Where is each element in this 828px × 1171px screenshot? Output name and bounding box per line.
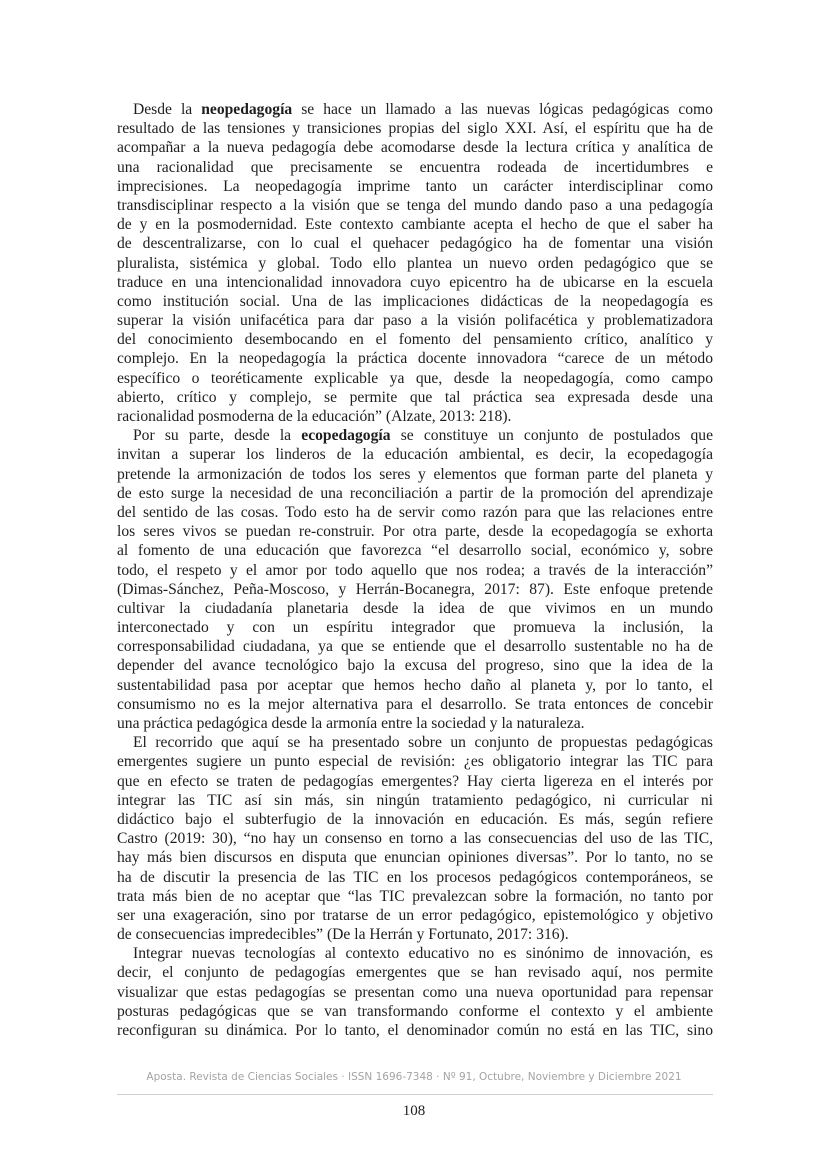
text-segment: de esto surge la necesidad de una reconciliación a partir de la promoción del aprendizaje (117, 484, 713, 502)
text-segment: racionalidad posmoderna de la educación” (Alzate, 2013: 218). (117, 408, 512, 425)
text-segment: de descentralizarse, con lo cual el quehacer pedagógico ha de fomentar una visión (117, 235, 713, 253)
text-line (117, 522, 713, 541)
text-segment: didáctico bajo el subterfugio de la innovación en educación. Es más, según refiere (117, 810, 713, 828)
text-line (117, 426, 713, 445)
text-line (117, 868, 713, 887)
text-segment: trata más bien de no aceptar que “las TIC prevalezcan sobre la formación, no tanto por (117, 887, 713, 905)
text-line (117, 484, 713, 503)
text-segment: abierto, crítico y complejo, se permite que tal práctica sea expresada desde una (117, 388, 713, 406)
text-segment: Por su parte, desde la (133, 427, 302, 445)
text-line (117, 158, 713, 177)
text-segment: emergentes sugiere un punto especial de revisión: ¿es obligatorio integrar las TIC para (117, 753, 713, 771)
text-line (117, 829, 713, 848)
text-line (117, 752, 713, 771)
text-line (117, 599, 713, 618)
text-segment: El recorrido que aquí se ha presentado sobre un conjunto de propuestas pedagógicas (133, 734, 713, 752)
paragraph (117, 733, 713, 944)
text-segment: integrar las TIC así sin más, sin ningún tratamiento pedagógico, ni curricular ni (117, 791, 713, 809)
text-segment: invitan a superar los linderos de la educación ambiental, es decir, la ecopedagogía (117, 446, 713, 464)
text-line (117, 215, 713, 234)
text-segment: traduce en una intencionalidad innovadora cuyo epicentro ha de ubicarse en la escuela (117, 273, 713, 291)
footer-divider (117, 1094, 713, 1095)
text-segment: todo, el respeto y el amor por todo aquello que nos rodea; a través de la interacción” (117, 561, 713, 579)
text-segment: resultado de las tensiones y transiciones propias del siglo XXI. Así, el espíritu que ha de (117, 120, 713, 138)
text-segment: superar la visión unifacética para dar paso a la visión polifacética y problematizadora (117, 312, 713, 330)
text-line (117, 714, 713, 733)
text-line (117, 656, 713, 675)
text-segment: que en efecto se traten de pedagogías emergentes? Hay cierta ligereza en el interés por (117, 772, 713, 790)
text-segment: se constituye un conjunto de postulados que (390, 427, 714, 445)
text-line (117, 887, 713, 906)
text-segment: ha de discutir la presencia de las TIC en los procesos pedagógicos contemporáneos, se (117, 868, 713, 886)
text-line (117, 848, 713, 867)
text-segment: como institución social. Una de las implicaciones didácticas de la neopedagogía es (117, 292, 713, 310)
text-line (117, 254, 713, 273)
text-segment: una práctica pedagógica desde la armonía entre la sociedad y la naturaleza. (117, 715, 585, 732)
paragraph (117, 100, 713, 426)
text-line (117, 138, 713, 157)
text-line (117, 273, 713, 292)
text-line (117, 119, 713, 138)
text-segment: al fomento de una educación que favorezca “el desarrollo social, económico y, sobre (117, 542, 713, 560)
text-segment: transdisciplinar respecto a la visión que se tenga del mundo dando paso a una pedagogía (117, 196, 713, 214)
paragraph (117, 944, 713, 1040)
text-segment: consumismo no es la mejor alternativa para el desarrollo. Se trata entonces de concebir (117, 695, 713, 713)
text-segment: los seres vivos se puedan re-construir. Por otra parte, desde la ecopedagogía se exhorta (117, 523, 713, 541)
text-line (117, 944, 713, 963)
text-line (117, 196, 713, 215)
text-segment: hay más bien discursos en disputa que enuncian opiniones diversas”. Por lo tanto, no se (117, 849, 713, 867)
text-line (117, 810, 713, 829)
text-segment: del conocimiento desembocando en el fomento del pensamiento crítico, analítico y (117, 331, 713, 349)
bold-term: neopedagogía (201, 101, 293, 118)
text-line (117, 963, 713, 982)
text-segment: Castro (2019: 30), “no hay un consenso en torno a las consecuencias del uso de las TIC, (117, 830, 713, 848)
text-line (117, 906, 713, 925)
paragraph (117, 426, 713, 733)
text-line (117, 369, 713, 388)
text-segment: de y en la posmodernidad. Este contexto cambiante acepta el hecho de que el saber ha (117, 216, 713, 234)
text-segment: posturas pedagógicas que se van transformando conforme el contexto y el ambiente (117, 1002, 713, 1020)
text-line (117, 503, 713, 522)
text-segment: sustentabilidad pasa por aceptar que hemos hecho daño al planeta y, por lo tanto, el (117, 676, 713, 694)
text-line (117, 561, 713, 580)
text-line (117, 695, 713, 714)
text-segment: pretende la armonización de todos los seres y elementos que forman parte del planeta y (117, 465, 713, 483)
text-line (117, 580, 713, 599)
text-segment: específico o teoréticamente explicable ya que, desde la neopedagogía, como campo (117, 369, 713, 387)
text-line (117, 330, 713, 349)
text-line (117, 791, 713, 810)
text-segment: de consecuencias impredecibles” (De la Herrán y Fortunato, 2017: 316). (117, 926, 569, 944)
text-line (117, 465, 713, 484)
text-segment: se hace un llamado a las nuevas lógicas pedagógicas como (292, 101, 713, 118)
text-line (117, 637, 713, 656)
text-segment: reconfiguran su dinámica. Por lo tanto, el denominador común no está en las TIC, sino (117, 1022, 713, 1039)
text-segment: complejo. En la neopedagogía la práctica docente innovadora “carece de un método (117, 350, 713, 368)
text-line (117, 407, 713, 426)
text-segment: una racionalidad que precisamente se encuentra rodeada de incertidumbres e (117, 158, 713, 176)
text-line (117, 1021, 713, 1040)
text-line (117, 349, 713, 368)
text-line (117, 100, 713, 119)
text-line (117, 1002, 713, 1021)
bold-term: ecopedagogía (301, 427, 391, 445)
text-segment: del sentido de las cosas. Todo esto ha de servir como razón para que las relaciones entre (117, 503, 713, 521)
text-segment: pluralista, sistémica y global. Todo ello plantea un nuevo orden pedagógico que se (117, 254, 713, 272)
text-segment: imprecisiones. La neopedagogía imprime tanto un carácter interdisciplinar como (117, 177, 713, 195)
page-number: 108 (402, 1103, 426, 1119)
text-segment: depender del avance tecnológico bajo la excusa del progreso, sino que la idea de la (117, 657, 713, 675)
text-segment: (Dimas-Sánchez, Peña-Moscoso, y Herrán-Bocanegra, 2017: 87). Este enfoque pretende (117, 580, 713, 598)
journal-footer: Aposta. Revista de Ciencias Sociales · ISSN 1696-7348 · Nº 91, Octubre, Noviembre y Diciembre 2021 (146, 1071, 682, 1083)
text-line (117, 388, 713, 407)
text-line (117, 618, 713, 637)
text-line (117, 541, 713, 560)
body-text (117, 100, 713, 1040)
text-line (117, 445, 713, 464)
text-line (117, 772, 713, 791)
text-segment: visualizar que estas pedagogías se presentan como una nueva oportunidad para repensar (117, 983, 713, 1001)
text-segment: interconectado y con un espíritu integrador que promueva la inclusión, la (117, 619, 713, 637)
text-line (117, 177, 713, 196)
text-line (117, 925, 713, 944)
text-line (117, 676, 713, 695)
text-segment: decir, el conjunto de pedagogías emergentes que se han revisado aquí, nos permite (117, 964, 713, 982)
text-segment: corresponsabilidad ciudadana, ya que se entiende que el desarrollo sustentable no ha de (117, 638, 713, 656)
text-line (117, 983, 713, 1002)
text-segment: cultivar la ciudadanía planetaria desde la idea de que vivimos en un mundo (117, 599, 713, 617)
text-segment: Integrar nuevas tecnologías al contexto educativo no es sinónimo de innovación, es (133, 945, 713, 963)
text-segment: Desde la (133, 101, 202, 118)
text-line (117, 234, 713, 253)
text-line (117, 733, 713, 752)
text-line (117, 292, 713, 311)
text-segment: acompañar a la nueva pedagogía debe acomodarse desde la lectura crítica y analítica de (117, 139, 713, 157)
text-segment: ser una exageración, sino por tratarse de un error pedagógico, epistemológico y objetivo (117, 906, 713, 924)
text-line (117, 311, 713, 330)
